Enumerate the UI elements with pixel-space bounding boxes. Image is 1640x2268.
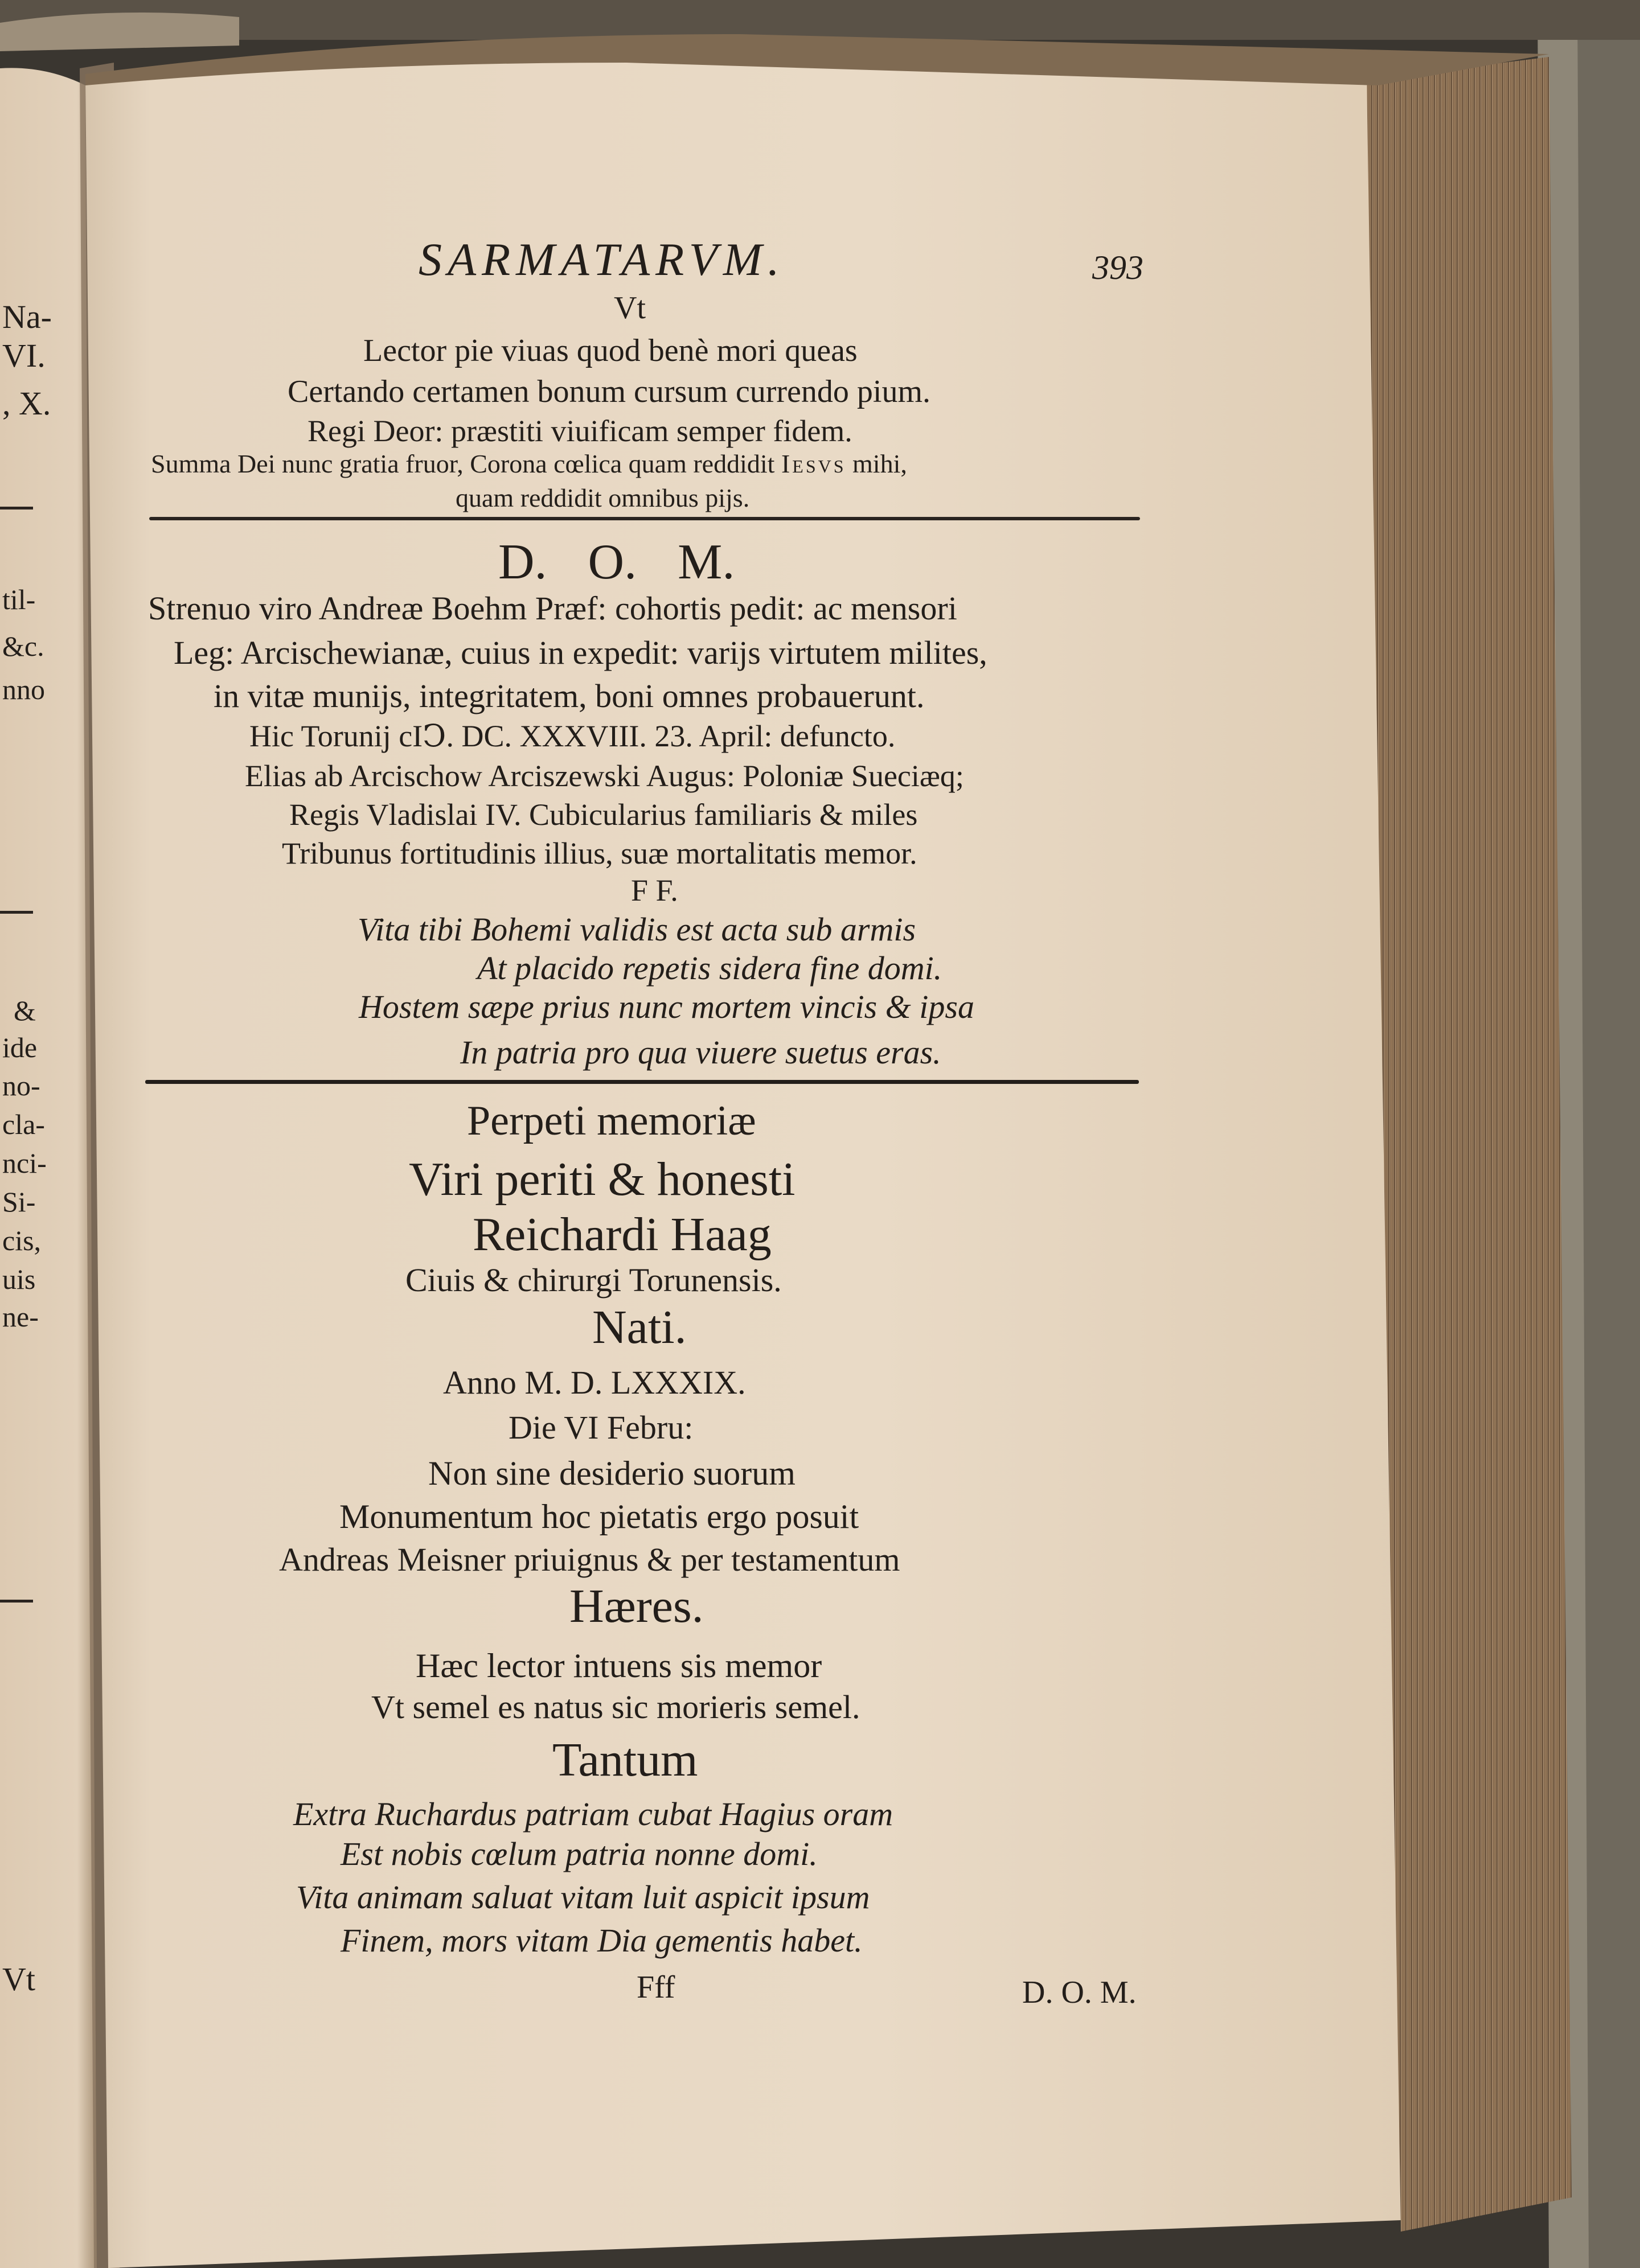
epitaph-1-line-end: mihi, xyxy=(852,449,907,478)
epitaph-2-verse-line: At placido repetis sidera fine domi. xyxy=(477,950,942,987)
left-page-fragment: cla- xyxy=(2,1108,45,1140)
epitaph-3-verse-line: Vita animam saluat vitam luit aspicit ipsum xyxy=(296,1879,870,1916)
left-page-fragment: nci- xyxy=(2,1147,47,1179)
epitaph-1-line: quam reddidit omnibus pijs. xyxy=(456,483,750,512)
epitaph-3-line: Reichardi Haag xyxy=(473,1208,772,1261)
left-page-fragment: , X. xyxy=(2,385,51,422)
left-page-fragment: VI. xyxy=(2,337,46,374)
catchword: D. O. M. xyxy=(1022,1975,1137,2010)
epitaph-1-line-text: Summa Dei nunc gratia fruor, Corona cœlica quam reddidit xyxy=(151,449,775,478)
epitaph-3-line: Andreas Meisner priuignus & per testamentum xyxy=(279,1541,900,1578)
left-page-fragment: uis xyxy=(2,1263,36,1295)
epitaph-2-line: Regis Vladislai IV. Cubicularius familiaris & miles xyxy=(289,798,918,832)
epitaph-2-line: Leg: Arcischewianæ, cuius in expedit: varijs virtutem milites, xyxy=(174,634,987,671)
epitaph-1-opening: Vt xyxy=(614,290,646,326)
left-page-fragment: Na- xyxy=(2,298,52,335)
epitaph-3-line: Ciuis & chirurgi Torunensis. xyxy=(405,1262,782,1299)
left-page-rule xyxy=(0,1600,33,1603)
left-page-rule xyxy=(0,507,33,510)
signature-mark: Fff xyxy=(637,1970,675,2005)
epitaph-2-line: in vitæ munijs, integritatem, boni omnes probauerunt. xyxy=(214,677,925,714)
left-page-fragment: ne- xyxy=(2,1301,39,1333)
left-page-rule xyxy=(0,911,33,914)
epitaph-3-line: Hæc lector intuens sis memor xyxy=(416,1647,822,1684)
epitaph-3-line: Anno M. D. LXXXIX. xyxy=(443,1364,746,1401)
epitaph-3-verse-line: Extra Ruchardus patriam cubat Hagius oram xyxy=(293,1796,893,1833)
left-page-fragment: Vt xyxy=(2,1961,35,1998)
left-page-fragment: & xyxy=(14,995,36,1026)
epitaph-3-line: Tantum xyxy=(552,1733,698,1786)
epitaph-2-line: Hic Torunij cIↃ. DC. XXXVIII. 23. April: defuncto. xyxy=(249,719,896,753)
epitaph-3-line: Perpeti memoriæ xyxy=(467,1098,756,1144)
epitaph-1-line: Lector pie viuas quod benè mori queas xyxy=(363,333,858,368)
epitaph-2-line: Elias ab Arcischow Arciszewski Augus: Poloniæ Sueciæq; xyxy=(245,759,964,793)
section-divider xyxy=(145,1080,1139,1084)
epitaph-1-line: Regi Deor: præstiti viuificam semper fidem. xyxy=(308,414,852,448)
epitaph-2-title: D. O. M. xyxy=(498,535,735,590)
left-page-fragment: no- xyxy=(2,1070,40,1102)
epitaph-2-verse-line: Vita tibi Bohemi validis est acta sub armis xyxy=(358,911,916,948)
epitaph-1-name: Iesvs xyxy=(781,449,846,478)
epitaph-2-ff: F F. xyxy=(631,873,678,907)
epitaph-3-line: Non sine desiderio suorum xyxy=(428,1455,796,1492)
left-page-fragment: &c. xyxy=(2,630,44,662)
epitaph-3-line: Nati. xyxy=(592,1301,687,1354)
page-number: 393 xyxy=(1092,249,1143,286)
epitaph-2-line: Strenuo viro Andreæ Boehm Præf: cohortis pedit: ac mensori xyxy=(148,590,957,627)
running-header: SARMATARVM. xyxy=(419,233,785,285)
epitaph-3-verse-line: Finem, mors vitam Dia gementis habet. xyxy=(341,1922,863,1959)
epitaph-3-verse-line: Est nobis cœlum patria nonne domi. xyxy=(341,1835,818,1872)
epitaph-1-line xyxy=(151,451,907,477)
left-page-fragment: til- xyxy=(2,584,36,615)
epitaph-3-line: Hæres. xyxy=(569,1580,704,1633)
left-page-fragment: cis, xyxy=(2,1225,42,1256)
epitaph-3-line: Monumentum hoc pietatis ergo posuit xyxy=(339,1498,859,1535)
left-page-fragment: Si- xyxy=(2,1186,36,1218)
epitaph-2-verse-line: In patria pro qua viuere suetus eras. xyxy=(460,1034,941,1071)
epitaph-2-verse-line: Hostem sæpe prius nunc mortem vincis & ipsa xyxy=(359,988,974,1025)
left-page-fragment: nno xyxy=(2,673,45,705)
epitaph-2-line: Tribunus fortitudinis illius, suæ mortalitatis memor. xyxy=(282,836,917,870)
left-page-fragment: ide xyxy=(2,1032,38,1063)
epitaph-3-line: Viri periti & honesti xyxy=(409,1153,796,1206)
epitaph-3-line: Die VI Febru: xyxy=(509,1409,694,1446)
epitaph-1-line: Certando certamen bonum cursum currendo pium. xyxy=(288,374,930,409)
section-divider xyxy=(149,517,1140,520)
epitaph-3-line: Vt semel es natus sic morieris semel. xyxy=(371,1688,860,1725)
